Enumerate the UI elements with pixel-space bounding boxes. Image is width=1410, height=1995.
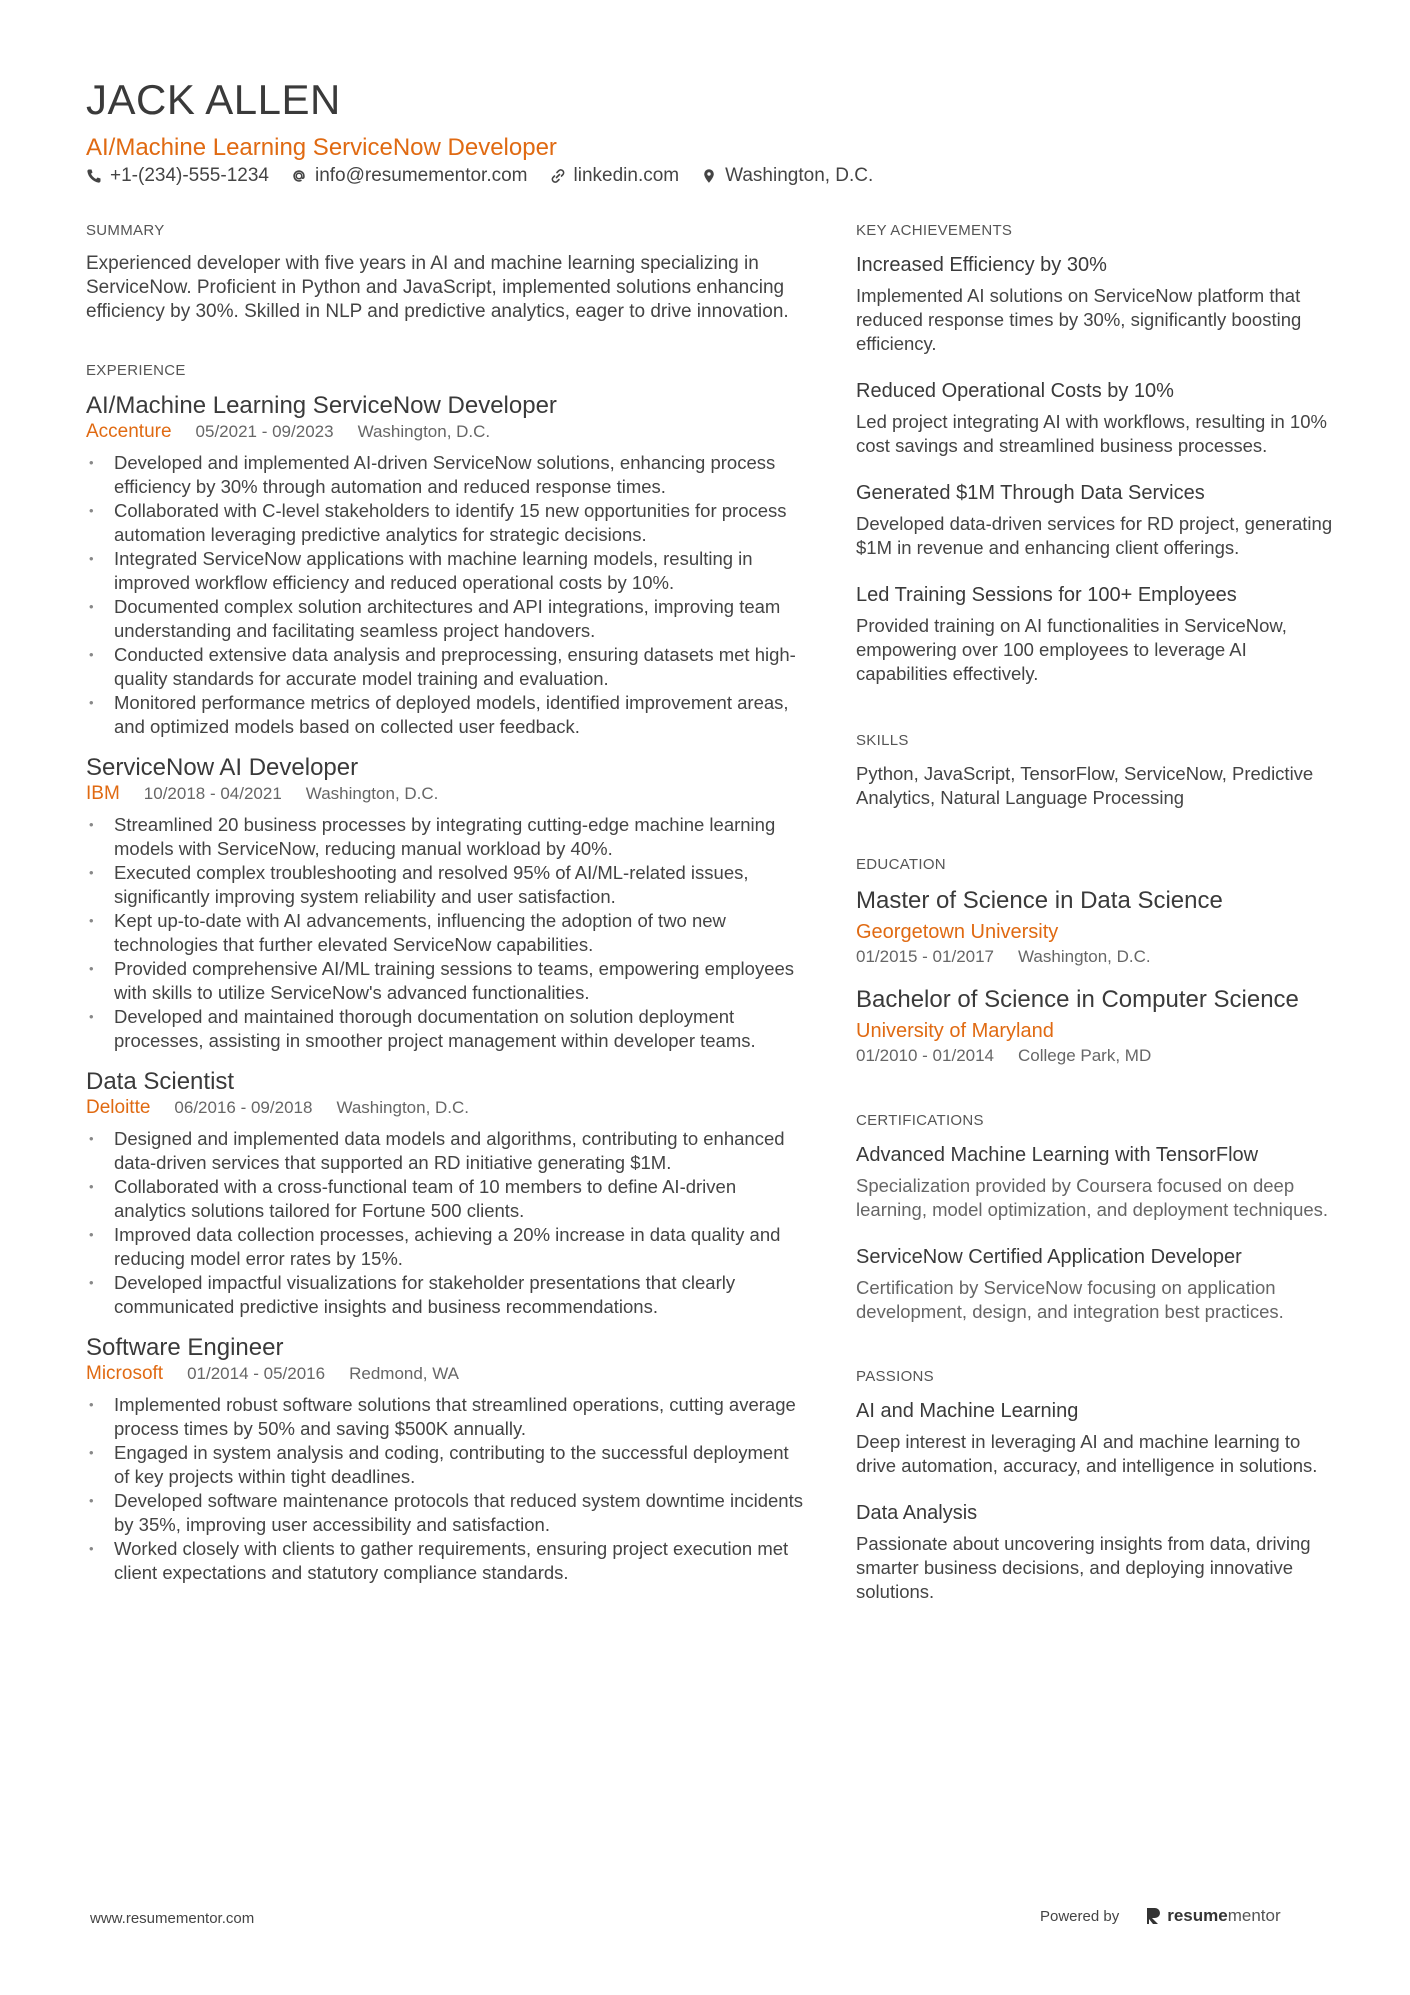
job-entry [86, 1333, 806, 1585]
bullet-item: • Integrated ServiceNow applications with machine learning models, resulting in improved workflow efficiency and reduced operational costs by 10%. [86, 547, 806, 595]
education-meta [856, 947, 1336, 967]
bullet-item: • Developed impactful visualizations for stakeholder presentations that clearly communicated predictive insights and business recommendations. [86, 1271, 806, 1319]
skills-section [856, 732, 1336, 810]
education-degree: Bachelor of Science in Computer Science [856, 986, 1299, 1013]
education-location: Washington, D.C. [1018, 947, 1151, 966]
job-meta [86, 421, 806, 443]
candidate-name: JACK ALLEN [86, 76, 341, 123]
location-pin-icon [701, 168, 717, 184]
achievement-title: Increased Efficiency by 30% [856, 254, 1107, 276]
contact-phone [86, 165, 269, 187]
passion-item [856, 1500, 1336, 1604]
summary-text: Experienced developer with five years in AI and machine learning specializing in ServiceNow. Proficient in Python and JavaScript, implemented solutions enhancing efficiency by 30%. Skilled in NLP and predictive analytics, eager to drive innovation. [86, 253, 789, 322]
job-entry [86, 391, 806, 739]
bullet-item: • Collaborated with C-level stakeholders to identify 15 new opportunities for process automation leveraging predictive analytics for strategic decisions. [86, 499, 806, 547]
certification-text: Specialization provided by Coursera focused on deep learning, model optimization, and deployment techniques. [856, 1175, 1329, 1220]
right-column [856, 222, 1336, 1652]
job-bullets [86, 813, 806, 1053]
left-column [86, 222, 806, 1585]
education-meta [856, 1046, 1336, 1066]
bullet-item: • Streamlined 20 business processes by integrating cutting-edge machine learning models with ServiceNow, reducing manual workload by 40%. [86, 813, 806, 861]
achievement-title: Generated $1M Through Data Services [856, 482, 1205, 504]
bullet-item: • Developed and implemented AI-driven ServiceNow solutions, enhancing process efficiency by 30% through automation and reduced response times. [86, 451, 806, 499]
bullet-item: • Monitored performance metrics of deployed models, identified improvement areas, and optimized models based on collected user feedback. [86, 691, 806, 739]
phone-icon [86, 168, 102, 184]
phone-text: +1-(234)-555-1234 [110, 165, 269, 186]
job-company: Deloitte [86, 1097, 151, 1118]
certification-text: Certification by ServiceNow focusing on application development, design, and integration best practices. [856, 1277, 1284, 1322]
passion-item [856, 1398, 1336, 1478]
link-icon [550, 168, 566, 184]
education-school: Georgetown University [856, 921, 1059, 943]
job-company: Accenture [86, 421, 172, 442]
job-entry [86, 1067, 806, 1319]
certification-item [856, 1244, 1336, 1324]
job-title: ServiceNow AI Developer [86, 754, 359, 781]
bullet-item: • Provided comprehensive AI/ML training sessions to teams, empowering employees with skills to utilize ServiceNow's advanced functionalities. [86, 957, 806, 1005]
achievement-item [856, 378, 1336, 458]
passion-title: Data Analysis [856, 1502, 978, 1524]
certifications-heading: CERTIFICATIONS [856, 1112, 984, 1129]
job-location: Redmond, WA [349, 1364, 460, 1383]
bullet-item: • Improved data collection processes, achieving a 20% increase in data quality and reducing model error rates by 15%. [86, 1223, 806, 1271]
achievement-item [856, 252, 1336, 356]
email-link[interactable]: info@resumementor.com [314, 165, 528, 186]
location-text: Washington, D.C. [725, 165, 874, 186]
at-icon [291, 168, 307, 184]
job-title: Data Scientist [86, 1068, 235, 1095]
job-company: Microsoft [86, 1363, 164, 1384]
job-meta [86, 1097, 806, 1119]
job-dates: 05/2021 - 09/2023 [195, 422, 334, 441]
job-location: Washington, D.C. [305, 784, 439, 803]
contact-bar [86, 165, 873, 187]
bullet-item: • Kept up-to-date with AI advancements, influencing the adoption of two new technologies that further elevated ServiceNow capabilities. [86, 909, 806, 957]
achievement-text: Developed data-driven services for RD project, generating $1M in revenue and enhancing client offerings. [856, 513, 1333, 558]
bullet-item: • Engaged in system analysis and coding, contributing to the successful deployment of key projects within tight deadlines. [86, 1441, 806, 1489]
achievement-title: Led Training Sessions for 100+ Employees [856, 584, 1237, 606]
contact-email[interactable] [291, 165, 528, 187]
job-dates: 01/2014 - 05/2016 [187, 1364, 326, 1383]
certification-item [856, 1142, 1336, 1222]
bullet-item: • Conducted extensive data analysis and preprocessing, ensuring datasets met high-quality standards for accurate model training and evaluation. [86, 643, 806, 691]
bullet-item: • Executed complex troubleshooting and resolved 95% of AI/ML-related issues, significantly improving system reliability and user satisfaction. [86, 861, 806, 909]
footer-website-link[interactable]: www.resumementor.com [90, 1910, 255, 1927]
brand-logo[interactable] [1145, 1906, 1280, 1926]
job-dates: 10/2018 - 04/2021 [143, 784, 282, 803]
experience-list [86, 391, 806, 1585]
job-meta [86, 783, 806, 805]
brand-bold: resume [1167, 1906, 1228, 1925]
education-school: University of Maryland [856, 1020, 1054, 1042]
job-bullets [86, 451, 806, 739]
passions-section [856, 1368, 1336, 1604]
education-section [856, 856, 1336, 1066]
job-location: Washington, D.C. [336, 1098, 470, 1117]
certification-title: ServiceNow Certified Application Developer [856, 1246, 1242, 1268]
achievements-section [856, 222, 1336, 686]
bullet-item: • Developed and maintained thorough documentation on solution deployment processes, assisting in smoother project management within developer teams. [86, 1005, 806, 1053]
summary-heading: SUMMARY [86, 222, 165, 239]
bullet-item: • Worked closely with clients to gather requirements, ensuring project execution met client expectations and statutory compliance standards. [86, 1537, 806, 1585]
bullet-item: • Collaborated with a cross-functional team of 10 members to define AI-driven analytics solutions tailored for Fortune 500 clients. [86, 1175, 806, 1223]
bullet-item: • Documented complex solution architectures and API integrations, improving team understanding and facilitating seamless project handovers. [86, 595, 806, 643]
education-heading: EDUCATION [856, 856, 946, 873]
passion-text: Passionate about uncovering insights from data, driving smarter business decisions, and deploying innovative solutions. [856, 1533, 1311, 1602]
education-location: College Park, MD [1018, 1046, 1152, 1065]
footer-powered-by [1040, 1906, 1281, 1926]
achievements-heading: KEY ACHIEVEMENTS [856, 222, 1013, 239]
job-location: Washington, D.C. [357, 422, 491, 441]
bullet-item: • Developed software maintenance protocols that reduced system downtime incidents by 35%, improving user accessibility and satisfaction. [86, 1489, 806, 1537]
education-degree: Master of Science in Data Science [856, 887, 1223, 914]
job-bullets [86, 1393, 806, 1585]
bullet-item: • Implemented robust software solutions that streamlined operations, cutting average process times by 50% and saving $500K annually. [86, 1393, 806, 1441]
job-title: AI/Machine Learning ServiceNow Developer [86, 392, 557, 419]
education-dates: 01/2010 - 01/2014 [856, 1046, 995, 1065]
passion-title: AI and Machine Learning [856, 1400, 1079, 1422]
achievement-title: Reduced Operational Costs by 10% [856, 380, 1174, 402]
passion-text: Deep interest in leveraging AI and machine learning to drive automation, accuracy, and intelligence in solutions. [856, 1431, 1318, 1476]
contact-linkedin[interactable] [550, 165, 680, 187]
job-title: Software Engineer [86, 1334, 284, 1361]
powered-by-label: Powered by [1040, 1907, 1120, 1925]
brand-thin: mentor [1227, 1906, 1281, 1925]
skills-text: Python, JavaScript, TensorFlow, ServiceNow, Predictive Analytics, Natural Language Processing [856, 763, 1314, 808]
skills-heading: SKILLS [856, 732, 909, 749]
education-item [856, 886, 1336, 967]
linkedin-link[interactable]: linkedin.com [573, 165, 680, 186]
candidate-title: AI/Machine Learning ServiceNow Developer [86, 134, 557, 161]
certification-title: Advanced Machine Learning with TensorFlow [856, 1144, 1259, 1166]
job-meta [86, 1363, 806, 1385]
bullet-item: • Designed and implemented data models and algorithms, contributing to enhanced data-driven services that supported an RD initiative generating $1M. [86, 1127, 806, 1175]
job-entry [86, 753, 806, 1053]
achievement-text: Implemented AI solutions on ServiceNow platform that reduced response times by 30%, significantly boosting efficiency. [856, 285, 1302, 354]
education-dates: 01/2015 - 01/2017 [856, 947, 995, 966]
certifications-section [856, 1112, 1336, 1324]
job-company: IBM [86, 783, 120, 804]
achievement-item [856, 480, 1336, 560]
achievement-text: Provided training on AI functionalities in ServiceNow, empowering over 100 employees to leverage AI capabilities effectively. [856, 615, 1287, 684]
job-bullets [86, 1127, 806, 1319]
contact-location [701, 165, 873, 187]
achievement-text: Led project integrating AI with workflows, resulting in 10% cost savings and streamlined business processes. [856, 411, 1327, 456]
achievement-item [856, 582, 1336, 686]
experience-heading: EXPERIENCE [86, 362, 186, 379]
resumementor-logo-icon [1145, 1906, 1161, 1926]
education-item [856, 985, 1336, 1066]
passions-heading: PASSIONS [856, 1368, 934, 1385]
job-dates: 06/2016 - 09/2018 [174, 1098, 313, 1117]
